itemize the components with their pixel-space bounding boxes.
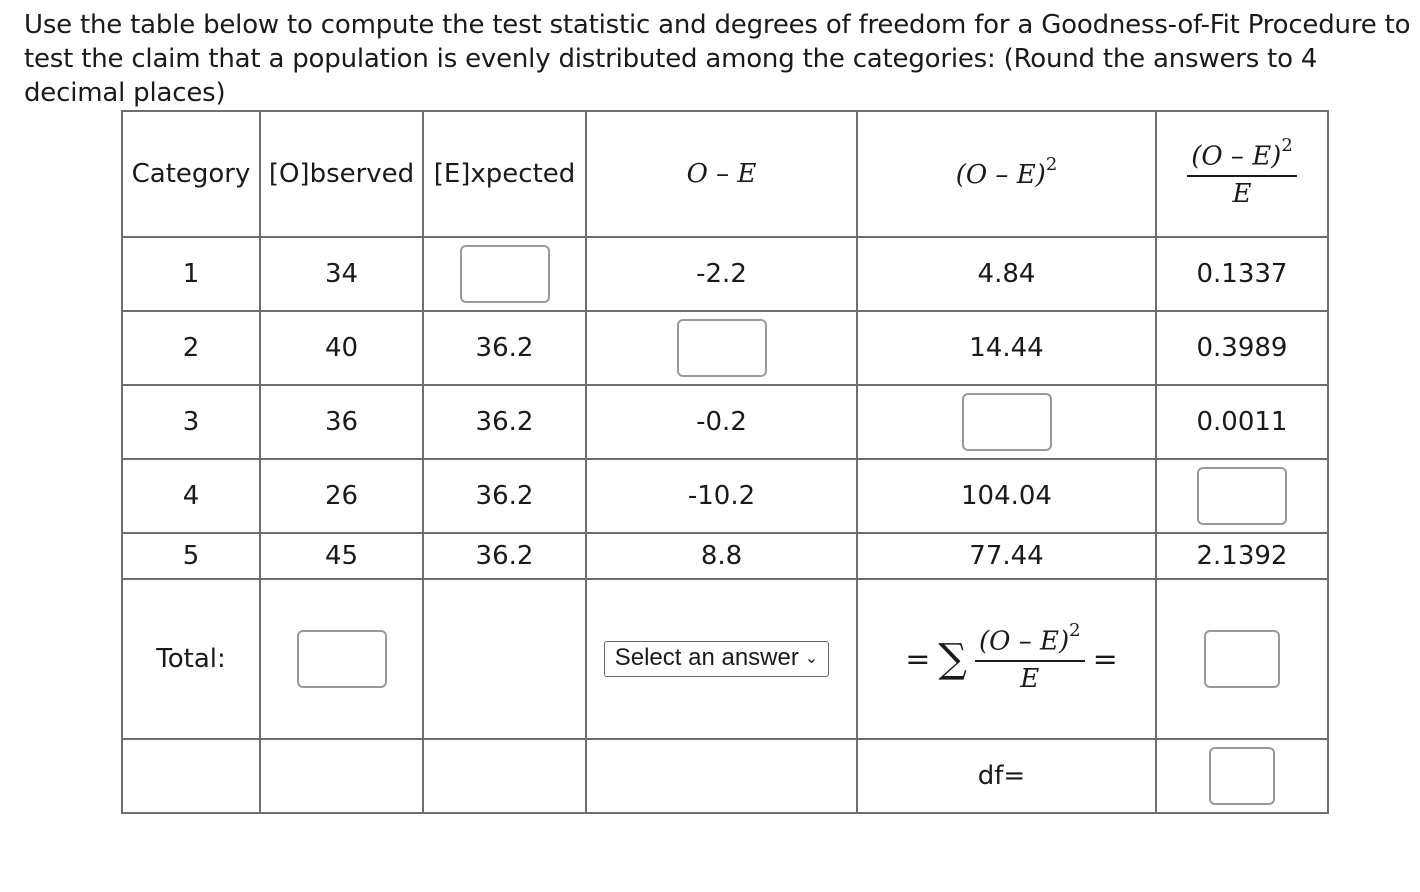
table-row — [122, 311, 1328, 385]
ratio-cell: 0.1337 — [1156, 237, 1328, 311]
empty-cell — [260, 739, 423, 813]
instructions-text: Use the table below to compute the test statistic and degrees of freedom for a Goodness-of-Fit Procedure to test the claim that a population is evenly distributed among the categories: (Round the answers to 4 decimal places) — [24, 10, 1411, 108]
ratio-numerator-exponent: 2 — [1281, 134, 1293, 156]
table-row — [122, 459, 1328, 533]
table-row — [122, 385, 1328, 459]
total-observed-cell — [260, 579, 423, 739]
ratio-numerator-base: (O – E) — [1191, 141, 1282, 172]
o-minus-e-cell — [586, 311, 857, 385]
statistic-select[interactable] — [604, 641, 830, 677]
squared-cell: 77.44 — [857, 533, 1156, 579]
o-minus-e-cell: -0.2 — [586, 385, 857, 459]
header-row — [122, 111, 1328, 237]
category-cell: 5 — [122, 533, 260, 579]
squared-cell — [857, 385, 1156, 459]
category-cell: 3 — [122, 385, 260, 459]
equals-sign: = — [1092, 641, 1118, 677]
o-minus-e-cell: -10.2 — [586, 459, 857, 533]
squared-cell: 14.44 — [857, 311, 1156, 385]
empty-cell — [122, 739, 260, 813]
test-statistic-input[interactable] — [1204, 630, 1280, 688]
df-input[interactable] — [1209, 747, 1275, 805]
empty-cell — [423, 739, 586, 813]
o-minus-e-formula: O – E — [686, 159, 757, 189]
sigma-symbol: ∑ — [938, 636, 967, 682]
ratio-cell: 0.0011 — [1156, 385, 1328, 459]
squared-deviation-formula — [955, 153, 1058, 191]
expected-cell: 36.2 — [423, 533, 586, 579]
equals-sign: = — [905, 641, 931, 677]
observed-cell: 40 — [260, 311, 423, 385]
ratio-formula — [1187, 134, 1297, 210]
category-cell: 4 — [122, 459, 260, 533]
expected-cell: 36.2 — [423, 459, 586, 533]
expected-input-row-1[interactable] — [460, 245, 550, 303]
header-observed: [O]bserved — [260, 111, 423, 237]
squared-deviation-base: (O – E) — [955, 160, 1046, 191]
observed-cell: 34 — [260, 237, 423, 311]
header-expected: [E]xpected — [423, 111, 586, 237]
ratio-cell — [1156, 459, 1328, 533]
expected-cell: 36.2 — [423, 385, 586, 459]
ratio-numerator — [1187, 134, 1297, 178]
sum-numerator — [975, 619, 1085, 663]
ratio-input-row-4[interactable] — [1197, 467, 1287, 525]
table-row — [122, 533, 1328, 579]
df-label: df= — [977, 761, 1026, 791]
observed-cell: 26 — [260, 459, 423, 533]
header-squared-deviation — [857, 111, 1156, 237]
squared-deviation-exponent: 2 — [1045, 153, 1058, 175]
header-o-minus-e — [586, 111, 857, 237]
table-row — [122, 237, 1328, 311]
sum-numerator-base: (O – E) — [978, 626, 1070, 657]
sum-formula-cell — [857, 579, 1156, 739]
total-select-cell — [586, 579, 857, 739]
expected-cell: 36.2 — [423, 311, 586, 385]
squared-cell: 104.04 — [857, 459, 1156, 533]
goodness-of-fit-table — [121, 110, 1329, 814]
sum-denominator: E — [1020, 664, 1040, 695]
squared-input-row-3[interactable] — [962, 393, 1052, 451]
o-minus-e-cell: -2.2 — [586, 237, 857, 311]
test-statistic-cell — [1156, 579, 1328, 739]
ratio-cell: 0.3989 — [1156, 311, 1328, 385]
squared-cell: 4.84 — [857, 237, 1156, 311]
total-observed-input[interactable] — [297, 630, 387, 688]
category-cell: 1 — [122, 237, 260, 311]
statistic-select-label: Select an answer — [614, 644, 799, 671]
sum-numerator-exponent: 2 — [1069, 619, 1081, 641]
category-cell: 2 — [122, 311, 260, 385]
header-ratio — [1156, 111, 1328, 237]
observed-cell: 36 — [260, 385, 423, 459]
chevron-down-icon: ⌄ — [804, 650, 819, 667]
total-expected-cell — [423, 579, 586, 739]
sum-formula — [905, 619, 1118, 695]
ratio-cell: 2.1392 — [1156, 533, 1328, 579]
header-category: Category — [122, 111, 260, 237]
df-input-cell — [1156, 739, 1328, 813]
df-row — [122, 739, 1328, 813]
total-row — [122, 579, 1328, 739]
ratio-denominator: E — [1232, 179, 1252, 210]
total-label: Total: — [122, 579, 260, 739]
empty-cell — [586, 739, 857, 813]
o-minus-e-cell: 8.8 — [586, 533, 857, 579]
expected-cell — [423, 237, 586, 311]
o-minus-e-input-row-2[interactable] — [677, 319, 767, 377]
sum-fraction — [975, 619, 1085, 695]
df-label-cell — [857, 739, 1156, 813]
observed-cell: 45 — [260, 533, 423, 579]
